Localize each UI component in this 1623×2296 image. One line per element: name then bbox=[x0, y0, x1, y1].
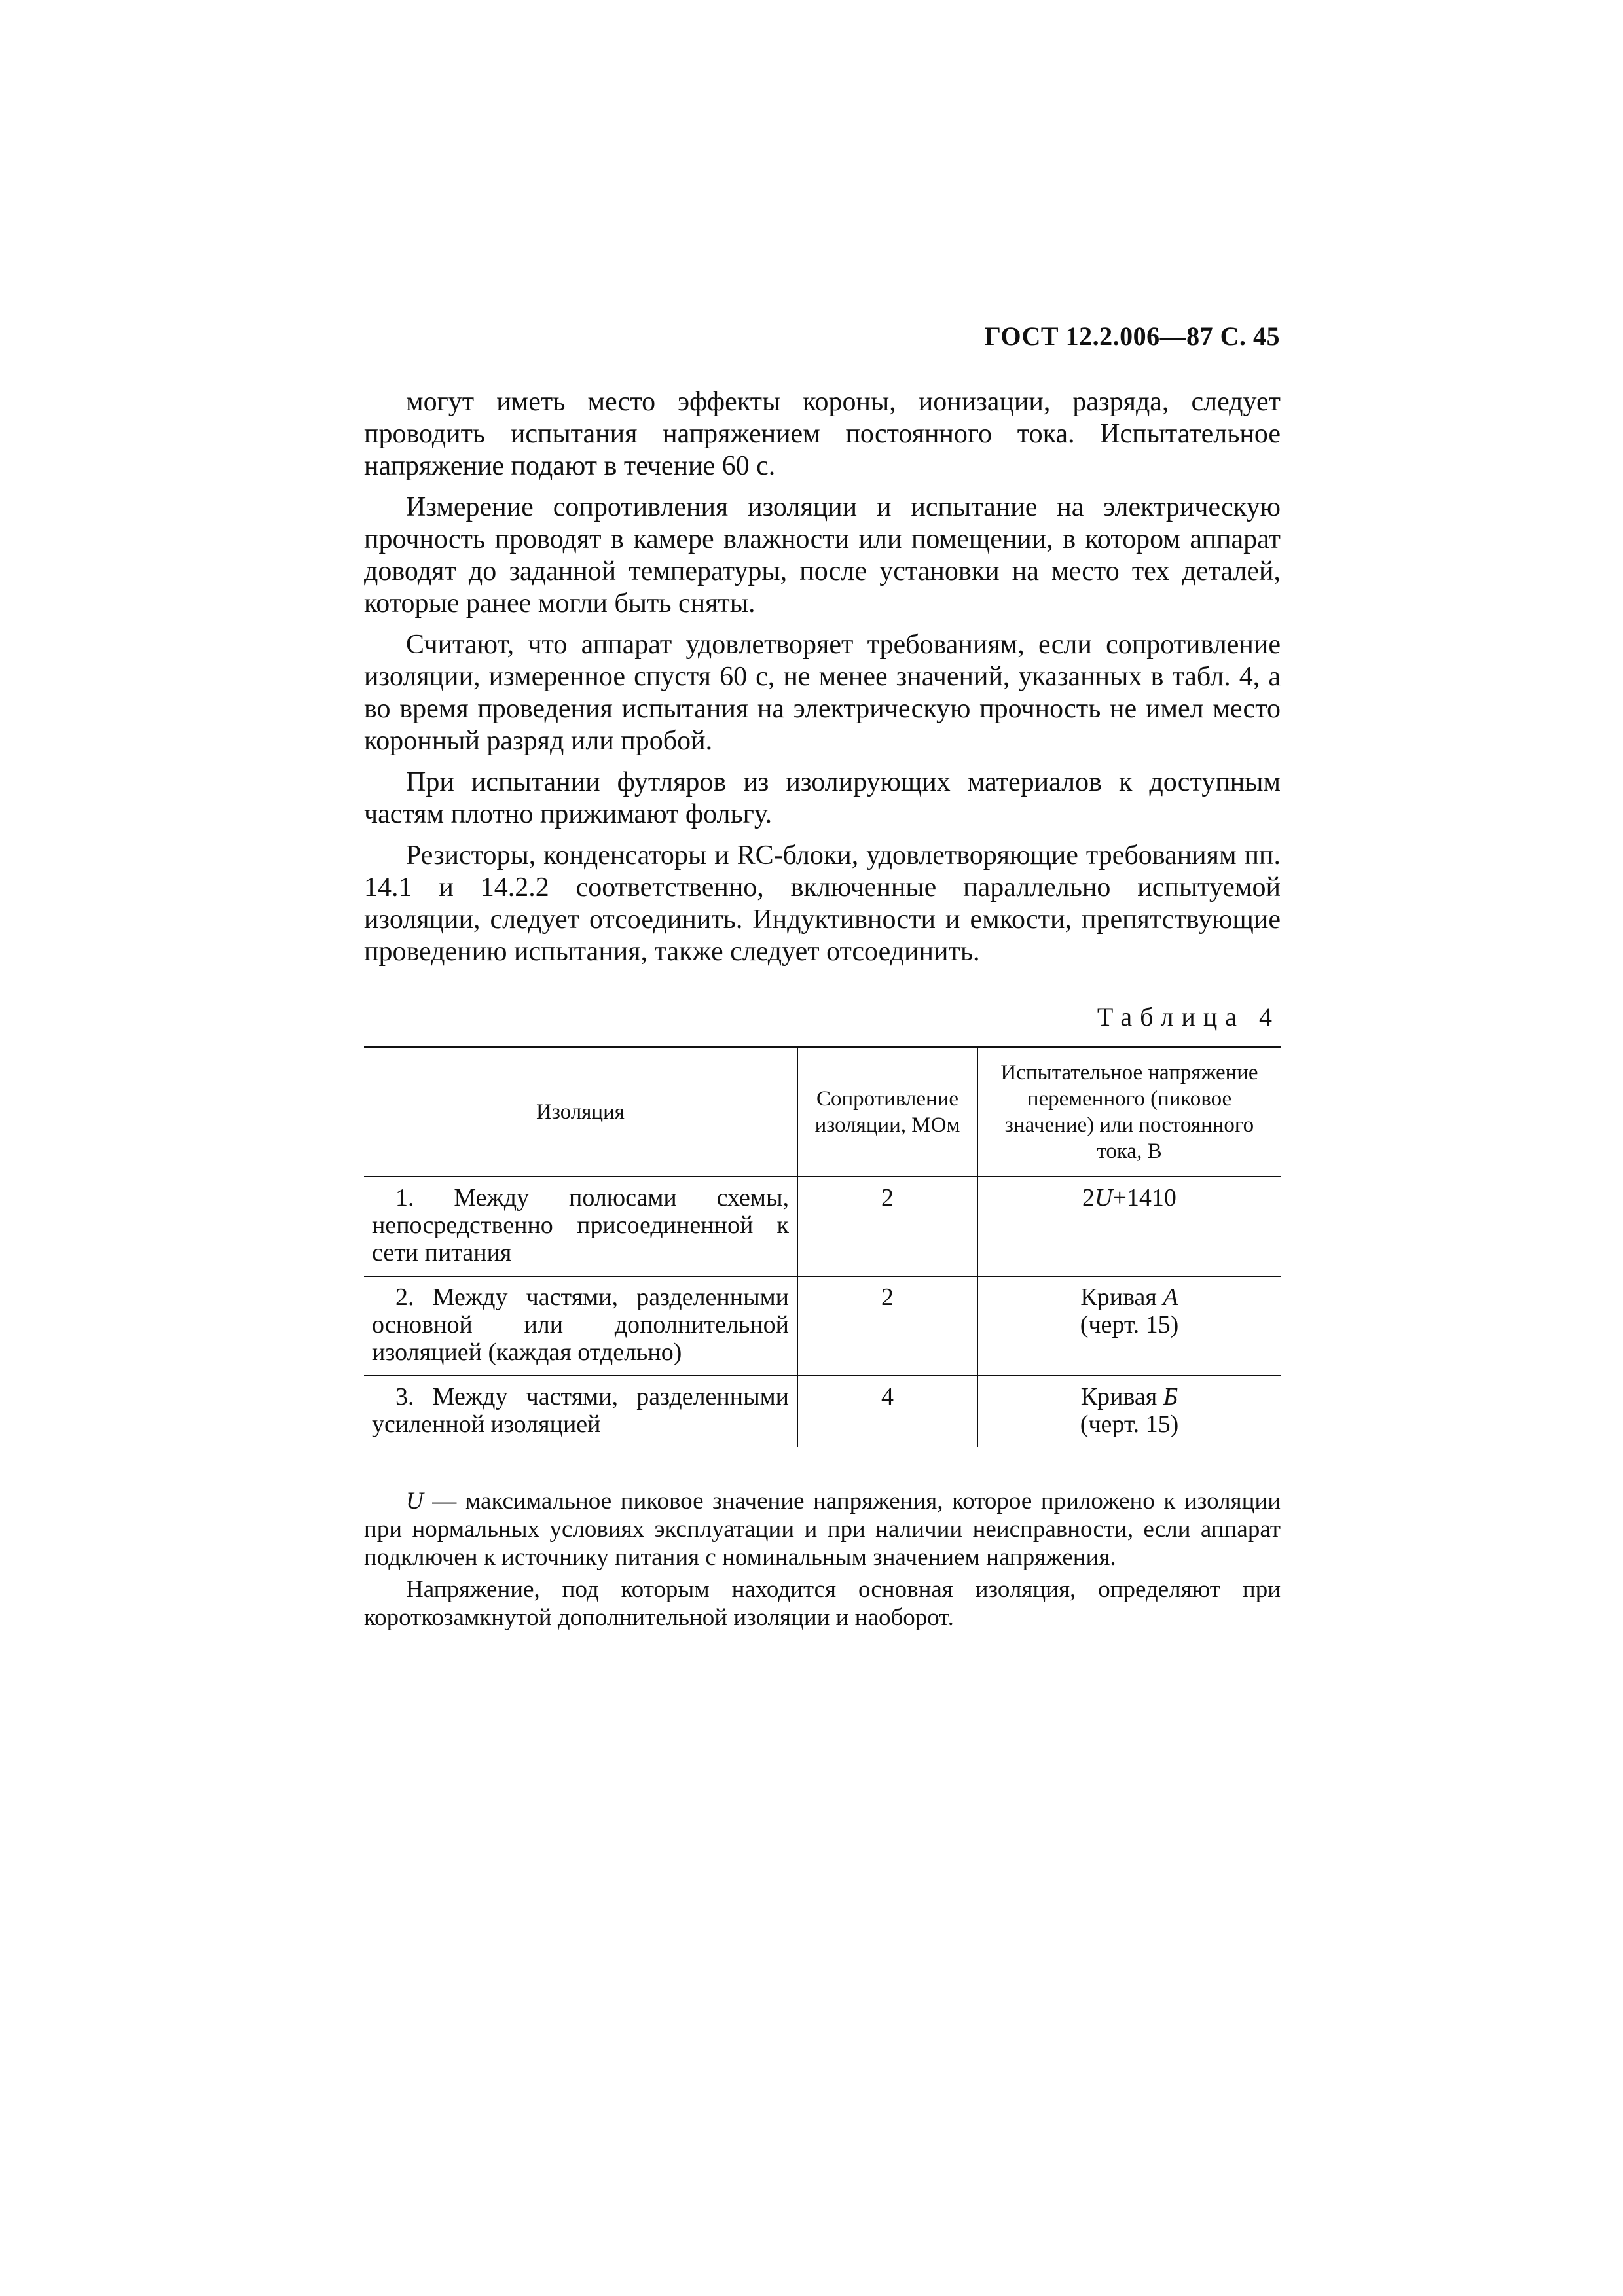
body-text bbox=[364, 386, 1281, 977]
cell-insulation: 1. Между полюсами схемы, непосредственно присоединенной к сети питания bbox=[364, 1177, 797, 1276]
header-resistance: Сопротивление изоляции, МОм bbox=[797, 1047, 977, 1177]
curve-letter: А bbox=[1163, 1283, 1178, 1311]
curve-label: Кривая bbox=[1080, 1283, 1163, 1311]
table-row bbox=[364, 1177, 1281, 1276]
insulation-table bbox=[364, 1046, 1281, 1447]
paragraph: При испытании футляров из изолирующих материалов к доступным частям плотно прижимают фольгу. bbox=[364, 767, 1281, 829]
note-text: — максимальное пиковое значение напряжения, которое приложено к изоляции при нормальных условиях эксплуатации и при наличии неисправности, если аппарат подключен к источнику питания с номинальным значением напряжения. bbox=[364, 1488, 1281, 1571]
table-caption: Таблица 4 bbox=[1097, 1002, 1280, 1031]
curve-label: Кривая bbox=[1080, 1383, 1163, 1410]
cell-resistance: 2 bbox=[797, 1276, 977, 1376]
drawing-reference: (черт. 15) bbox=[1080, 1311, 1179, 1338]
paragraph: могут иметь место эффекты короны, ионизации, разряда, следует проводить испытания напряжением постоянного тока. Испытательное напряжение подают в течение 60 с. bbox=[364, 387, 1281, 481]
curve-letter: Б bbox=[1163, 1383, 1178, 1410]
header-insulation: Изоляция bbox=[364, 1047, 797, 1177]
voltage-offset: +1410 bbox=[1112, 1184, 1176, 1211]
header-voltage: Испытательное напряжение переменного (пиковое значение) или постоянного тока, В bbox=[977, 1047, 1281, 1177]
cell-resistance: 4 bbox=[797, 1376, 977, 1447]
cell-resistance: 2 bbox=[797, 1177, 977, 1276]
note-variable: U bbox=[406, 1488, 424, 1515]
cell-voltage bbox=[977, 1276, 1281, 1376]
cell-insulation: 2. Между частями, разделенными основной или дополнительной изоляцией (каждая отдельно) bbox=[364, 1276, 797, 1376]
cell-voltage bbox=[977, 1376, 1281, 1447]
drawing-reference: (черт. 15) bbox=[1080, 1410, 1179, 1438]
note-basic-insulation: Напряжение, под которым находится основная изоляция, определяют при короткозамкнутой дополнительной изоляции и наоборот. bbox=[364, 1576, 1281, 1631]
note-u-definition bbox=[364, 1487, 1281, 1571]
table-row bbox=[364, 1276, 1281, 1376]
paragraph: Резисторы, конденсаторы и RC-блоки, удовлетворяющие требованиям пп. 14.1 и 14.2.2 соответственно, включенные параллельно испытуемой изоляции, следует отсоединить. Индуктивности и емкости, препятствующие проведению испытания, также следует отсоединить. bbox=[364, 840, 1281, 967]
voltage-variable: U bbox=[1095, 1184, 1113, 1211]
cell-insulation: 3. Между частями, разделенными усиленной изоляцией bbox=[372, 1383, 789, 1438]
table-container bbox=[364, 1046, 1281, 1447]
cell-voltage bbox=[977, 1177, 1281, 1276]
table-header-row bbox=[364, 1047, 1281, 1177]
table-notes bbox=[364, 1487, 1281, 1636]
table-row bbox=[364, 1376, 1281, 1447]
page-header: ГОСТ 12.2.006—87 С. 45 bbox=[984, 321, 1280, 351]
voltage-coefficient: 2 bbox=[1082, 1184, 1095, 1211]
paragraph: Измерение сопротивления изоляции и испытание на электрическую прочность проводят в камере влажности или помещении, в котором аппарат доводят до заданной температуры, после установки на место тех деталей, которые ранее могли быть сняты. bbox=[364, 492, 1281, 619]
paragraph: Считают, что аппарат удовлетворяет требованиям, если сопротивление изоляции, измеренное спустя 60 с, не менее значений, указанных в табл. 4, а во время проведения испытания на электрическую прочность не имел место коронный разряд или пробой. bbox=[364, 630, 1281, 756]
